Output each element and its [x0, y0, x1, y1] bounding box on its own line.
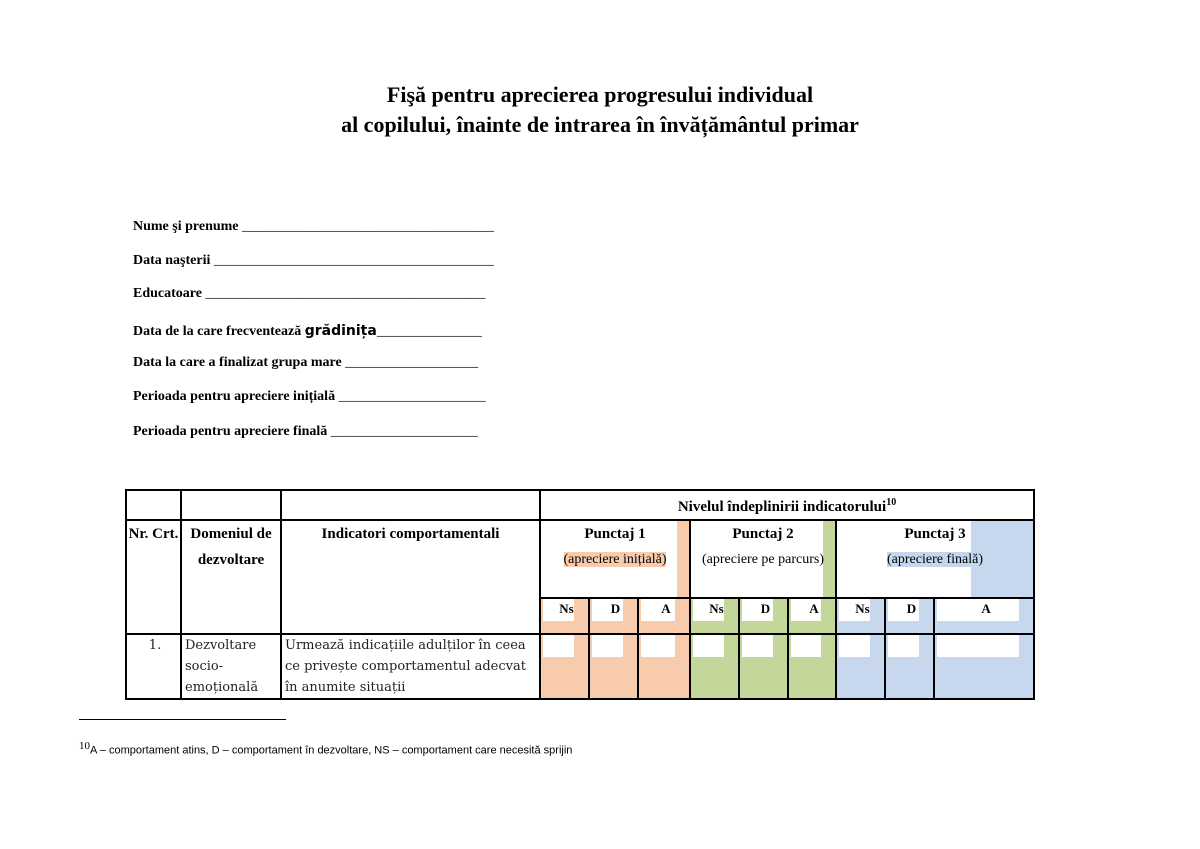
level-a-1: A	[638, 598, 690, 634]
field-teacher	[133, 286, 485, 302]
empty-header-domain	[181, 490, 281, 520]
title-line-2: al copilului, înainte de intrarea în învățământul primar	[341, 112, 859, 137]
row-1-score-d-3[interactable]	[885, 634, 934, 699]
field-name-label: Nume şi prenume	[133, 219, 239, 234]
level-header-text: Nivelul îndeplinirii indicatorului	[677, 499, 887, 515]
level-ns-1: Ns	[540, 598, 589, 634]
field-birthdate	[133, 253, 494, 269]
field-final-period-blank[interactable]: _____________________	[330, 424, 478, 439]
level-header	[540, 490, 1034, 520]
field-group-finished-blank[interactable]: ___________________	[345, 355, 479, 370]
empty-header-indicators	[281, 490, 540, 520]
field-final-period-label: Perioada pentru apreciere finală	[133, 424, 328, 439]
col-domain-header: Domeniul de dezvoltare	[181, 520, 281, 634]
footnote-text: A – comportament atins, D – comportament în dezvoltare, NS – comportament care necesită sprijin	[90, 744, 573, 757]
row-1-score-a-1[interactable]	[638, 634, 690, 699]
group-3-title: Punctaj 3	[904, 526, 966, 542]
field-attendance-start-blank[interactable]: _______________	[376, 324, 482, 339]
level-ns-2: Ns	[690, 598, 739, 634]
assessment-table	[125, 489, 1035, 700]
group-punctaj-1	[540, 520, 690, 598]
field-name	[133, 219, 494, 235]
level-d-2: D	[739, 598, 788, 634]
table-column-header-row	[126, 520, 1034, 598]
row-1-indicator: Urmează indicațiile adulților în ceea ce privește comportamentul adecvat în anumite situații	[281, 634, 540, 699]
empty-header-nr	[126, 490, 181, 520]
field-final-period	[133, 424, 478, 440]
row-1-score-ns-3[interactable]	[836, 634, 885, 699]
row-1-nr: 1.	[126, 634, 181, 699]
field-group-finished-label: Data la care a finalizat grupa mare	[133, 355, 342, 370]
row-1-score-d-2[interactable]	[739, 634, 788, 699]
footnote-separator	[79, 719, 286, 720]
document-title	[0, 80, 1200, 140]
table-row	[126, 634, 1034, 699]
level-d-1: D	[589, 598, 638, 634]
row-1-score-a-3[interactable]	[934, 634, 1034, 699]
field-initial-period	[133, 389, 486, 405]
field-name-blank[interactable]: ____________________________________	[242, 219, 495, 234]
field-attendance-start	[133, 323, 482, 340]
field-initial-period-blank[interactable]: _____________________	[338, 389, 486, 404]
field-initial-period-label: Perioada pentru apreciere inițială	[133, 389, 336, 404]
field-attendance-start-garden: grădinița	[304, 323, 377, 339]
level-a-2: A	[788, 598, 836, 634]
field-teacher-label: Educatoare	[133, 286, 202, 301]
group-1-subtitle: (apreciere inițială)	[563, 552, 667, 567]
field-attendance-start-label: Data de la care frecventează	[133, 324, 302, 339]
field-group-finished	[133, 355, 478, 371]
group-2-subtitle: (apreciere pe parcurs)	[701, 552, 825, 567]
group-punctaj-2	[690, 520, 836, 598]
row-1-domain: Dezvoltare socio-emoțională	[181, 634, 281, 699]
title-line-1: Fişă pentru aprecierea progresului individual	[386, 82, 814, 107]
field-birthdate-blank[interactable]: ________________________________________	[213, 253, 494, 268]
row-1-score-d-1[interactable]	[589, 634, 638, 699]
row-1-score-a-2[interactable]	[788, 634, 836, 699]
col-nr-header: Nr. Crt.	[126, 520, 181, 634]
field-teacher-blank[interactable]: ________________________________________	[205, 286, 486, 301]
group-2-title: Punctaj 2	[732, 526, 794, 542]
field-birthdate-label: Data naşterii	[133, 253, 211, 268]
col-indicators-header: Indicatori comportamentali	[281, 520, 540, 634]
group-punctaj-3	[836, 520, 1034, 598]
table-top-header-row	[126, 490, 1034, 520]
level-a-3: A	[934, 598, 1034, 634]
row-1-score-ns-2[interactable]	[690, 634, 739, 699]
level-ns-3: Ns	[836, 598, 885, 634]
footnote-ref: 10	[79, 740, 90, 752]
footnote	[79, 740, 572, 757]
group-3-subtitle: (apreciere finală)	[887, 552, 983, 567]
row-1-score-ns-1[interactable]	[540, 634, 589, 699]
group-1-title: Punctaj 1	[584, 526, 646, 542]
level-footnote-ref: 10	[886, 497, 897, 508]
level-d-3: D	[885, 598, 934, 634]
